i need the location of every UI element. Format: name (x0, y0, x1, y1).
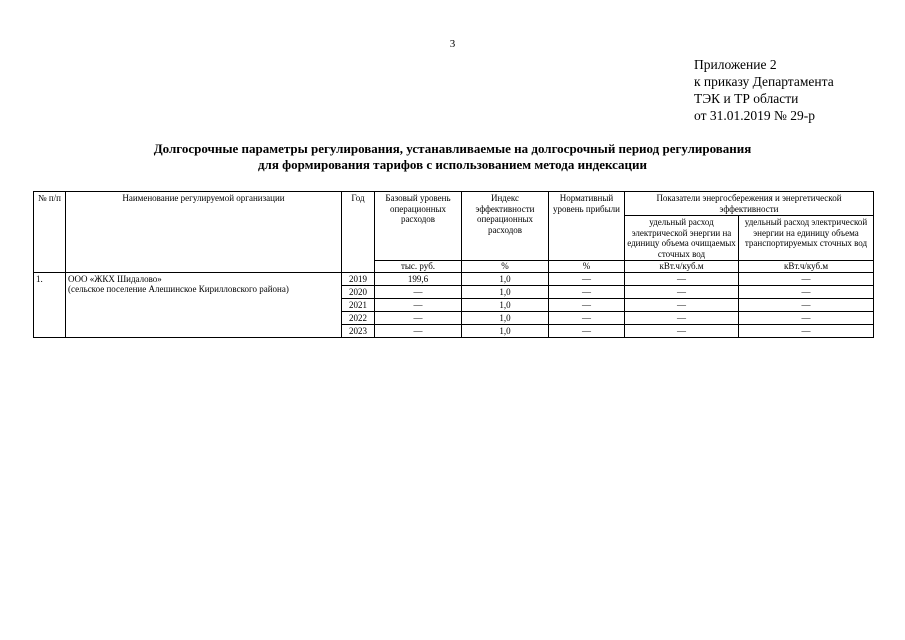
cell-year: 2021 (342, 298, 375, 311)
appendix-line: от 31.01.2019 № 29-р (694, 108, 815, 123)
cell-energy-treated: — (625, 285, 739, 298)
cell-energy-transported: — (739, 298, 874, 311)
cell-profit-level: — (549, 298, 625, 311)
cell-base-level: — (375, 311, 462, 324)
cell-base-level: 199,6 (375, 272, 462, 285)
cell-energy-transported: — (739, 272, 874, 285)
appendix-line: к приказу Департамента (694, 74, 834, 89)
appendix-line: Приложение 2 (694, 57, 777, 72)
cell-efficiency-index: 1,0 (462, 324, 549, 337)
cell-year: 2023 (342, 324, 375, 337)
cell-year: 2019 (342, 272, 375, 285)
cell-profit-level: — (549, 324, 625, 337)
cell-profit-level: — (549, 272, 625, 285)
title-line-1: Долгосрочные параметры регулирования, устанавливаемые на долгосрочный период регулирования (153, 141, 752, 156)
cell-efficiency-index: 1,0 (462, 272, 549, 285)
regulation-parameters-table (33, 191, 874, 338)
table-row (34, 272, 874, 285)
cell-energy-transported: — (739, 285, 874, 298)
appendix-line: ТЭК и ТР области (694, 91, 799, 106)
page-number: 3 (449, 38, 456, 50)
header-energy-transported: удельный расход электрической энергии на единицу объема транспортируемых сточных вод (739, 216, 874, 261)
cell-energy-treated: — (625, 324, 739, 337)
cell-base-level: — (375, 298, 462, 311)
unit-base: тыс. руб. (375, 261, 462, 273)
cell-energy-treated: — (625, 298, 739, 311)
cell-profit-level: — (549, 311, 625, 324)
header-profit-level: Нормативный уровень прибыли (549, 192, 625, 261)
header-energy-group: Показатели энергосбережения и энергетической эффективности (625, 192, 874, 216)
organization-name (66, 272, 342, 337)
header-base-level: Базовый уровень операционных расходов (375, 192, 462, 261)
row-number: 1. (34, 272, 66, 337)
cell-efficiency-index: 1,0 (462, 285, 549, 298)
cell-year: 2020 (342, 285, 375, 298)
cell-energy-transported: — (739, 311, 874, 324)
unit-energy-transported: кВт.ч/куб.м (739, 261, 874, 273)
cell-base-level: — (375, 285, 462, 298)
header-number: № п/п (34, 192, 66, 273)
unit-profit: % (549, 261, 625, 273)
cell-efficiency-index: 1,0 (462, 311, 549, 324)
document-title (0, 141, 905, 173)
organization-location: (сельское поселение Алешинское Кирилловского района) (68, 284, 289, 294)
cell-efficiency-index: 1,0 (462, 298, 549, 311)
cell-energy-treated: — (625, 311, 739, 324)
header-organization: Наименование регулируемой организации (66, 192, 342, 273)
cell-energy-transported: — (739, 324, 874, 337)
header-energy-treated: удельный расход электрической энергии на единицу объема очищаемых сточных вод (625, 216, 739, 261)
cell-energy-treated: — (625, 272, 739, 285)
cell-year: 2022 (342, 311, 375, 324)
header-year: Год (342, 192, 375, 273)
appendix-reference (694, 56, 834, 124)
organization-name-line: ООО «ЖКХ Шидалово» (68, 273, 162, 284)
cell-profit-level: — (549, 285, 625, 298)
header-efficiency-index: Индекс эффективности операционных расходов (462, 192, 549, 261)
unit-index: % (462, 261, 549, 273)
header-row (34, 192, 874, 216)
unit-energy-treated: кВт.ч/куб.м (625, 261, 739, 273)
title-line-2: для формирования тарифов с использованием метода индексации (257, 157, 648, 172)
cell-base-level: — (375, 324, 462, 337)
